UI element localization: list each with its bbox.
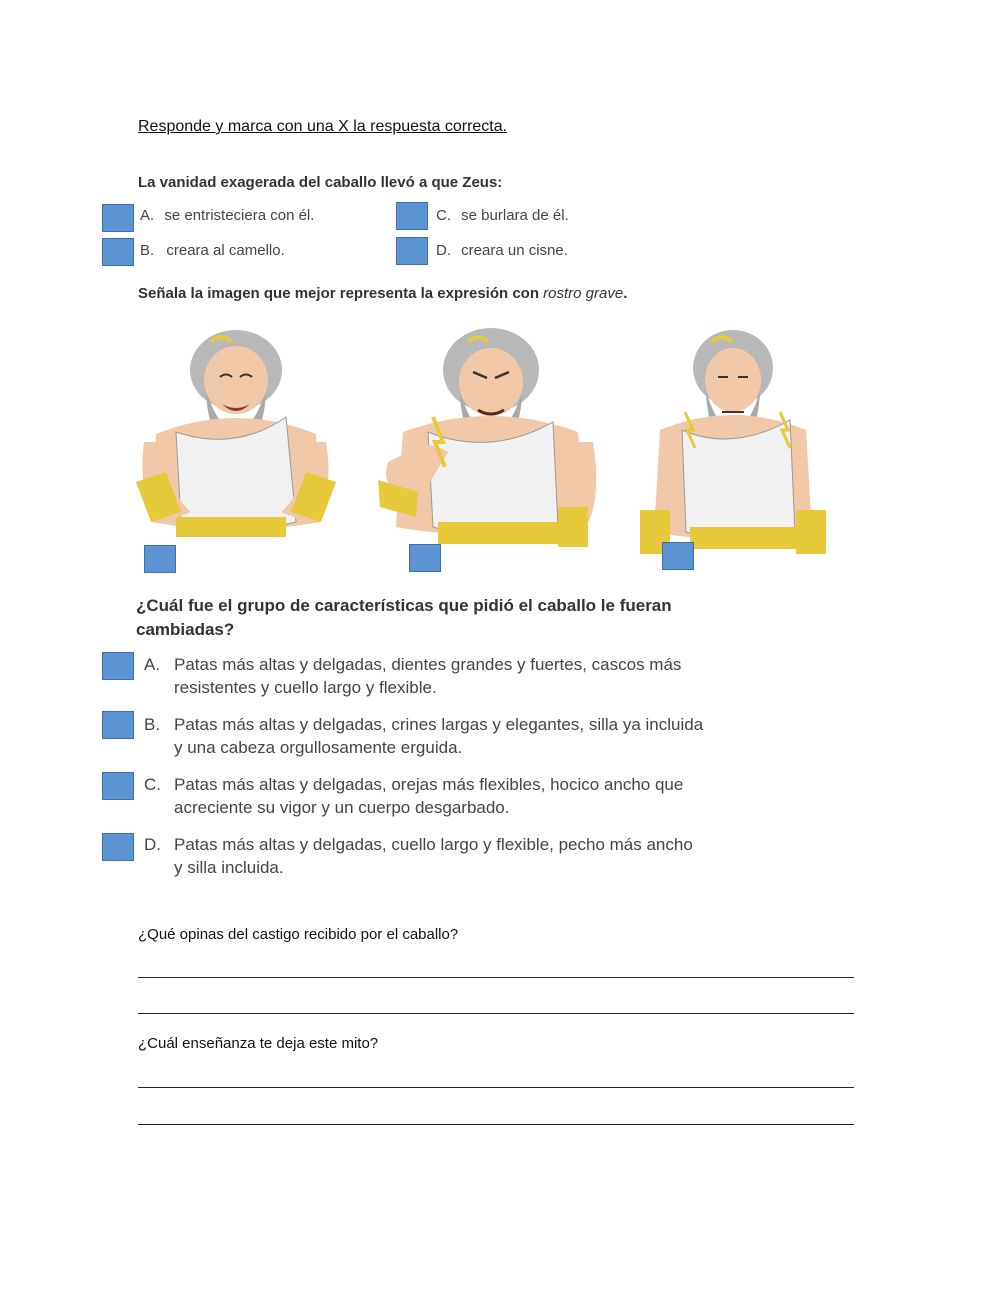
option-q3-d [144, 833, 824, 879]
option-q1-d [436, 242, 568, 259]
option-letter: C. [436, 207, 451, 224]
option-letter: B. [144, 715, 161, 734]
option-q1-b [140, 242, 285, 259]
option-letter: D. [144, 835, 161, 854]
option-letter: C. [144, 775, 161, 794]
option-q1-a [140, 207, 314, 224]
zeus-angry-image [378, 322, 604, 574]
answer-line-q5-1[interactable] [138, 1087, 854, 1088]
question-4: ¿Qué opinas del castigo recibido por el caballo? [138, 926, 459, 943]
question-2-period: . [623, 285, 628, 302]
checkbox-q3-b[interactable] [102, 711, 134, 739]
option-text: se burlara de él. [461, 207, 569, 224]
option-letter: D. [436, 242, 451, 259]
checkbox-q3-d[interactable] [102, 833, 134, 861]
answer-line-q4-2[interactable] [138, 1013, 854, 1014]
question-3 [136, 594, 672, 642]
option-text: se entristeciera con él. [164, 207, 315, 224]
question-5: ¿Cuál enseñanza te deja este mito? [138, 1035, 379, 1052]
checkbox-q1-c[interactable] [396, 202, 428, 230]
question-2-emphasis: rostro grave [543, 285, 624, 302]
option-text: creara un cisne. [461, 242, 568, 259]
question-2-text: Señala la imagen que mejor representa la expresión con [138, 285, 544, 302]
answer-line-q5-2[interactable] [138, 1124, 854, 1125]
checkbox-q1-a[interactable] [102, 204, 134, 232]
option-letter: A. [144, 655, 161, 674]
instruction-heading: Responde y marca con una X la respuesta correcta. [138, 118, 508, 135]
checkbox-image-1[interactable] [144, 545, 176, 573]
option-q3-c [144, 773, 824, 819]
option-letter: A. [140, 207, 155, 224]
option-text: creara al camello. [166, 242, 285, 259]
checkbox-q1-d[interactable] [396, 237, 428, 265]
zeus-serious-image [640, 322, 826, 574]
option-line-1: Patas más altas y delgadas, cuello largo y flexible, pecho más ancho [174, 835, 693, 854]
option-line-2: y silla incluida. [174, 858, 284, 877]
question-1: La vanidad exagerada del caballo llevó a que Zeus: [138, 174, 503, 191]
question-3-line-2: cambiadas? [136, 620, 235, 639]
checkbox-q1-b[interactable] [102, 238, 134, 266]
option-q3-a [144, 653, 824, 699]
question-2 [138, 285, 627, 302]
checkbox-q3-c[interactable] [102, 772, 134, 800]
checkbox-image-2[interactable] [409, 544, 441, 572]
option-line-2: acreciente su vigor y un cuerpo desgarbado. [174, 798, 510, 817]
question-3-line-1: ¿Cuál fue el grupo de características que pidió el caballo le fueran [136, 596, 672, 615]
option-line-1: Patas más altas y delgadas, crines largas y elegantes, silla ya incluida [174, 715, 704, 734]
zeus-laughing-image [136, 322, 336, 574]
checkbox-image-3[interactable] [662, 542, 694, 570]
option-q3-b [144, 713, 824, 759]
answer-line-q4-1[interactable] [138, 977, 854, 978]
option-line-1: Patas más altas y delgadas, orejas más flexibles, hocico ancho que [174, 775, 684, 794]
option-line-2: y una cabeza orgullosamente erguida. [174, 738, 463, 757]
option-q1-c [436, 207, 569, 224]
option-letter: B. [140, 242, 155, 259]
checkbox-q3-a[interactable] [102, 652, 134, 680]
option-line-1: Patas más altas y delgadas, dientes grandes y fuertes, cascos más [174, 655, 682, 674]
option-line-2: resistentes y cuello largo y flexible. [174, 678, 437, 697]
